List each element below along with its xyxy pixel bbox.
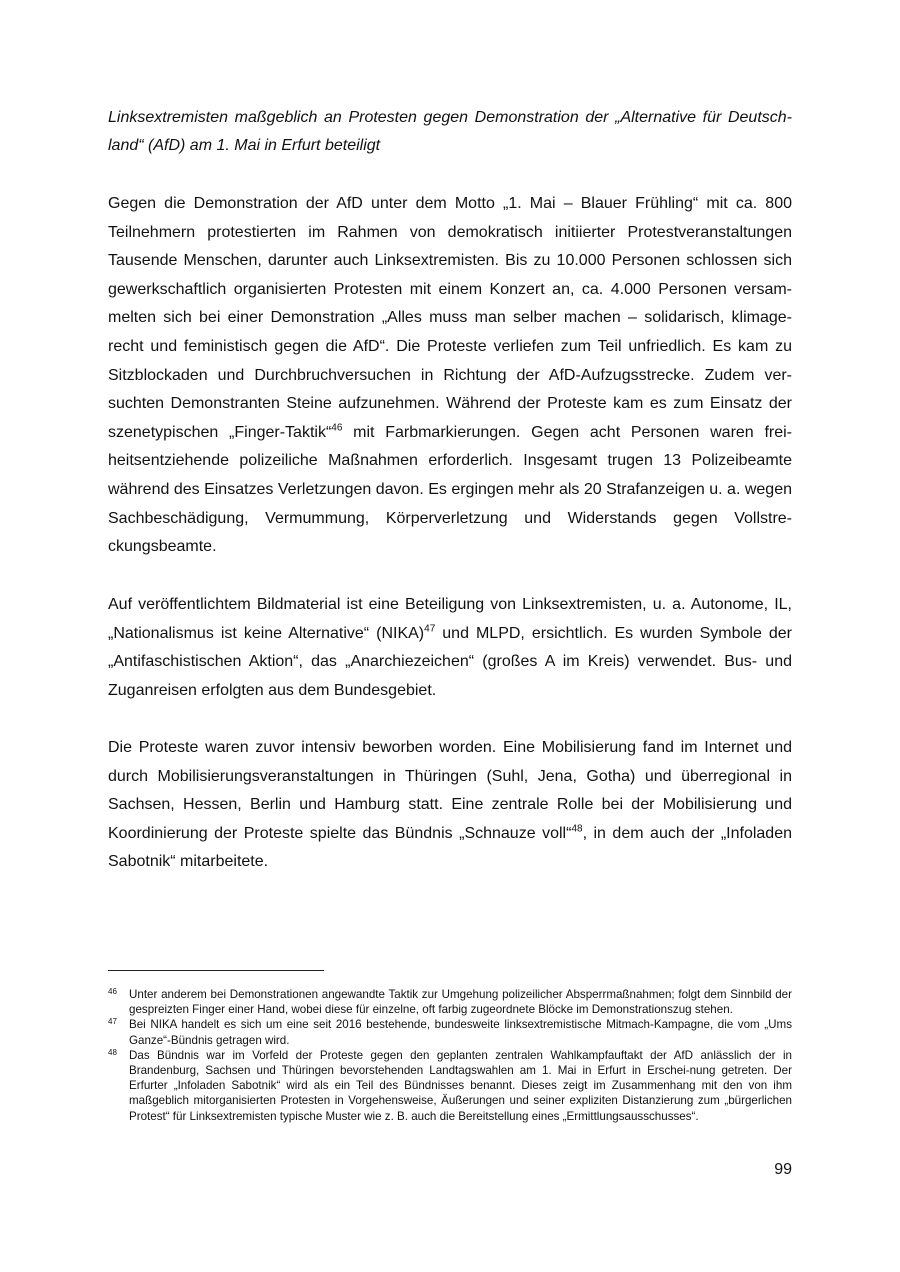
paragraph-3 xyxy=(108,734,792,877)
section-heading: Linksextremisten maßgeblich an Protesten gegen Demonstration der „Alternative für Deutsch-land“ (AfD) am 1. Mai in Erfurt beteiligt xyxy=(108,109,792,154)
footnotes-section xyxy=(108,987,792,1124)
paragraph-1-text-a: Gegen die Demonstration der AfD unter dem Motto „1. Mai – Blauer Frühling“ mit ca. 800 Teilnehmern protestierten im Rahmen von demokratisch initiierter Protestveranstaltungen Tausende Menschen, darunter auch Linksextremisten. Bis zu 10.000 Personen schlossen sich gewerkschaftlich organisierten Protesten mit einem Konzert an, ca. 4.000 Personen versam-melten sich bei einer Demonstration „Alles muss man selber machen – solidarisch, klimage-recht und feministisch gegen die AfD“. Die Proteste verliefen zum Teil unfriedlich. Es kam zu Sitzblockaden und Durchbruchversuchen in Richtung der AfD-Aufzugsstrecke. Zudem ver-suchten Demonstranten Steine aufzunehmen. Während der Proteste kam es zum Einsatz der szenetypischen „Finger-Taktik“ xyxy=(108,195,792,441)
paragraph-2 xyxy=(108,591,792,705)
paragraph-2-text-b: und MLPD, ersichtlich. Es wurden Symbole der „Antifaschistischen Aktion“, das „Anarchiezeichen“ (großes A im Kreis) verwendet. Bus- und Zuganreisen erfolgten aus dem Bundesgebiet. xyxy=(108,624,793,699)
footnote-number: 46 xyxy=(108,987,117,996)
footnote-number: 48 xyxy=(108,1047,117,1057)
footnote-47 xyxy=(108,1017,792,1047)
footnote-text: Unter anderem bei Demonstrationen angewandte Taktik zur Umgehung polizeilicher Absperrmaßnahmen; folgt dem Sinnbild der gespreizten Finger einer Hand, wobei diese für einzelne, oft farbig zugeordnete Blöcke im Demonstrationszug stehen. xyxy=(129,988,792,1017)
page-number: 99 xyxy=(774,1161,792,1178)
footnote-separator xyxy=(108,970,324,971)
paragraph-1-text-b: mit Farbmarkierungen. Gegen acht Personen waren frei-heitsentziehende polizeiliche Maßnahmen erforderlich. Insgesamt trugen 13 Polizeibeamte während des Einsatzes Verletzungen davon. Es ergingen mehr als 20 Strafanzeigen u. a. wegen Sachbeschädigung, Vermummung, Körperverletzung und Widerstands gegen Vollstre-ckungsbeamte. xyxy=(108,423,792,556)
footnote-ref-48[interactable]: 48 xyxy=(571,823,583,835)
footnote-number: 47 xyxy=(108,1017,117,1027)
footnote-46 xyxy=(108,987,792,1017)
footnote-48 xyxy=(108,1048,792,1124)
paragraph-2-text-a: Auf veröffentlichtem Bildmaterial ist eine Beteiligung von Linksextremisten, u. a. Autonome, IL, „Nationalismus ist keine Alternative“ (NIKA) xyxy=(108,596,792,642)
paragraph-1 xyxy=(108,190,792,562)
footnote-text: Das Bündnis war im Vorfeld der Proteste gegen den geplanten zentralen Wahlkampfauftakt der AfD anlässlich der in Brandenburg, Sachsen und Thüringen bevorstehenden Landtagswahlen am 1. Mai in Erfurt in Erschei-nung getreten. Der Erfurter „Infoladen Sabotnik“ wird als ein Teil des Bündnisses benannt. Dieses zeigt im Zusammenhang mit den von ihm maßgeblich mitorganisierten Protesten in Vorgehensweise, Äußerungen und seiner expliziten Distanzierung zum „bürgerlichen Protest“ für Linksextremisten typische Muster wie z. B. auch die Bereitstellung eines „Ermittlungsausschusses“. xyxy=(129,1048,792,1123)
paragraph-3-text-b: , in dem auch der „Infoladen Sabotnik“ mitarbeitete. xyxy=(108,824,792,871)
footnote-ref-46[interactable]: 46 xyxy=(331,422,343,434)
footnote-text: Bei NIKA handelt es sich um eine seit 2016 bestehende, bundesweite linksextremistische Mitmach-Kampagne, die vom „Ums Ganze“-Bündnis getragen wird. xyxy=(129,1018,792,1047)
footnote-ref-47[interactable]: 47 xyxy=(424,623,436,635)
paragraph-3-text-a: Die Proteste waren zuvor intensiv beworben worden. Eine Mobilisierung fand im Internet und durch Mobilisierungsveranstaltungen in Thüringen (Suhl, Jena, Gotha) und überregional in Sachsen, Hessen, Berlin und Hamburg statt. Eine zentrale Rolle bei der Mobilisierung und Koordinierung der Proteste spielte das Bündnis „Schnauze voll“ xyxy=(108,739,792,842)
document-page xyxy=(108,0,792,1272)
